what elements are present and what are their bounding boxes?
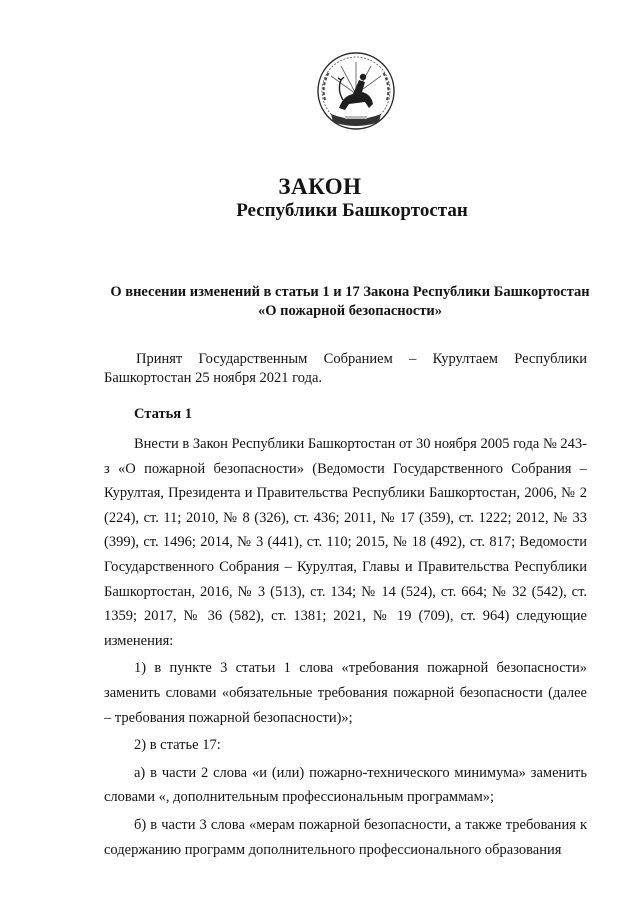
adoption-note: Принят Государственным Собранием – Курултаем Республики Башкортостан 25 ноября 2021 года. — [104, 351, 587, 386]
law-heading: ЗАКОН — [278, 174, 362, 199]
article-paragraph: Внести в Закон Республики Башкортостан от 30 ноября 2005 года № 243-з «О пожарной безопасности» (Ведомости Государственного Собрания – Курултая, Президента и Правительства Республики Башкортостан, 2006, № 2 (224), ст. 11; 2010, № 8 (326), ст. 436; 2011, № 17 (359), ст. 1222; 2012, № 33 (399), ст. 1496; 2014, № 3 (441), ст. 110; 2015, № 18 (492), ст. 817; Ведомости Государственного Собрания – Курултая, Главы и Правительства Республики Башкортостан, 2016, № 3 (513), ст. 134; № 14 (524), ст. 664; № 32 (542), ст. 1359; 2017, № 36 (582), ст. 1381; 2021, № 19 (709), ст. 964) следующие изменения: — [104, 436, 587, 649]
law-title-line-1: О внесении изменений в статьи 1 и 17 Закона Республики Башкортостан — [110, 284, 590, 300]
law-subheading: Республики Башкортостан — [236, 200, 468, 221]
article-paragraph: б) в части 3 слова «мерам пожарной безопасности, а также требования к содержанию программ дополнительного профессионального образования — [104, 816, 587, 858]
article-paragraph: 2) в статье 17: — [134, 737, 221, 754]
article-body — [104, 432, 587, 862]
article-paragraph: а) в части 2 слова «и (или) пожарно-технического минимума» заменить словами «, дополнительным профессиональным программам»; — [104, 764, 587, 806]
bashkortostan-coat-of-arms-icon — [315, 50, 397, 136]
law-title-line-2: «О пожарной безопасности» — [257, 303, 443, 319]
law-title — [100, 283, 600, 321]
article-paragraph: 1) в пункте 3 статьи 1 слова «требования пожарной безопасности» заменить словами «обязательные требования пожарной безопасности (далее – требования пожарной безопасности)»; — [104, 660, 587, 726]
article-heading: Статья 1 — [134, 406, 192, 422]
